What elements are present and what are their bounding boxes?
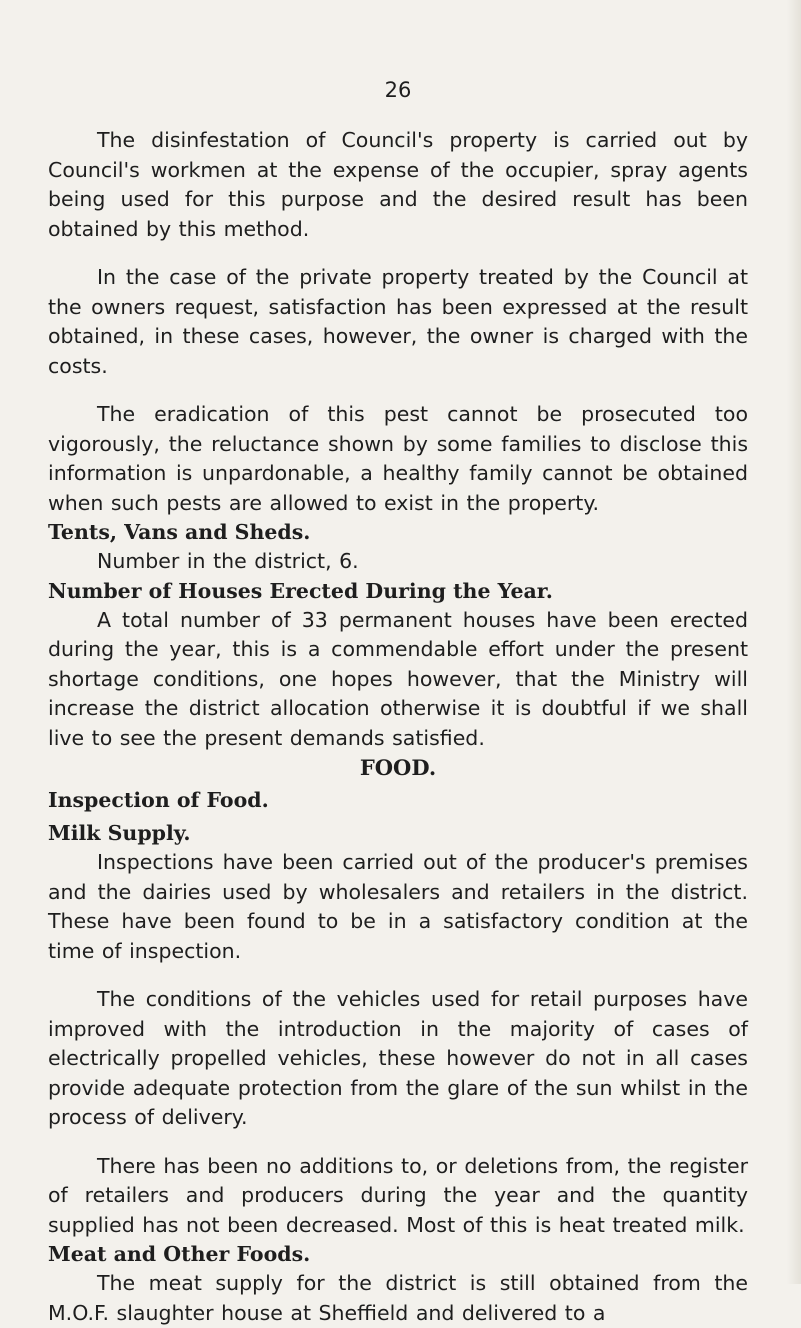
- paragraph-disinfestation: The disinfestation of Council's property is carried out by Council's workmen at the expense of the occupier, spray agents being used for this purpose and the desired result has been obtained by this method.: [48, 128, 748, 241]
- paragraph-milk-vehicles: The conditions of the vehicles used for retail purposes have improved with the introduction in the majority of cases of electrically propelled vehicles, these however do not in all cases provide adequate protection from the glare of the sun whilst in the process of delivery.: [48, 987, 748, 1129]
- heading-milk-supply: Milk Supply.: [48, 821, 191, 845]
- page-edge-shadow: [787, 0, 801, 1284]
- heading-tents-vans-sheds: Tents, Vans and Sheds.: [48, 520, 311, 544]
- paragraph-milk-register: There has been no additions to, or deletions from, the register of retailers and producers during the year and the quantity supplied has not been decreased. Most of this is heat treated milk.: [48, 1153, 748, 1237]
- paragraph-meat-supply: The meat supply for the district is still obtained from the M.O.F. slaughter house at Sheffield and delivered to a: [48, 1271, 748, 1325]
- paragraph-private-property: In the case of the private property treated by the Council at the owners request, satisfaction has been expressed at the result obtained, in these cases, however, the owner is charged with the costs.: [48, 265, 748, 378]
- heading-meat-other-foods: Meat and Other Foods.: [48, 1242, 311, 1266]
- paragraph-tents-number: Number in the district, 6.: [97, 549, 359, 573]
- heading-inspection-of-food: Inspection of Food.: [48, 788, 269, 812]
- document-page: [48, 78, 748, 1328]
- heading-houses-erected: Number of Houses Erected During the Year.: [48, 578, 553, 603]
- heading-food: FOOD.: [359, 755, 437, 780]
- paragraph-milk-inspections: Inspections have been carried out of the producer's premises and the dairies used by wholesalers and retailers in the district. These have been found to be in a satisfactory condition at the time of inspection.: [48, 850, 748, 963]
- paragraph-eradication: The eradication of this pest cannot be prosecuted too vigorously, the reluctance shown by some families to disclose this information is unpardonable, a healthy family cannot be obtained when such pests are allowed to exist in the property.: [48, 402, 748, 515]
- paragraph-houses-erected: A total number of 33 permanent houses have been erected during the year, this is a commendable effort under the present shortage conditions, one hopes however, that the Ministry will increase the district allocation otherwise it is doubtful if we shall live to see the present demands satisfied.: [48, 607, 748, 750]
- page-number: 26: [384, 78, 412, 102]
